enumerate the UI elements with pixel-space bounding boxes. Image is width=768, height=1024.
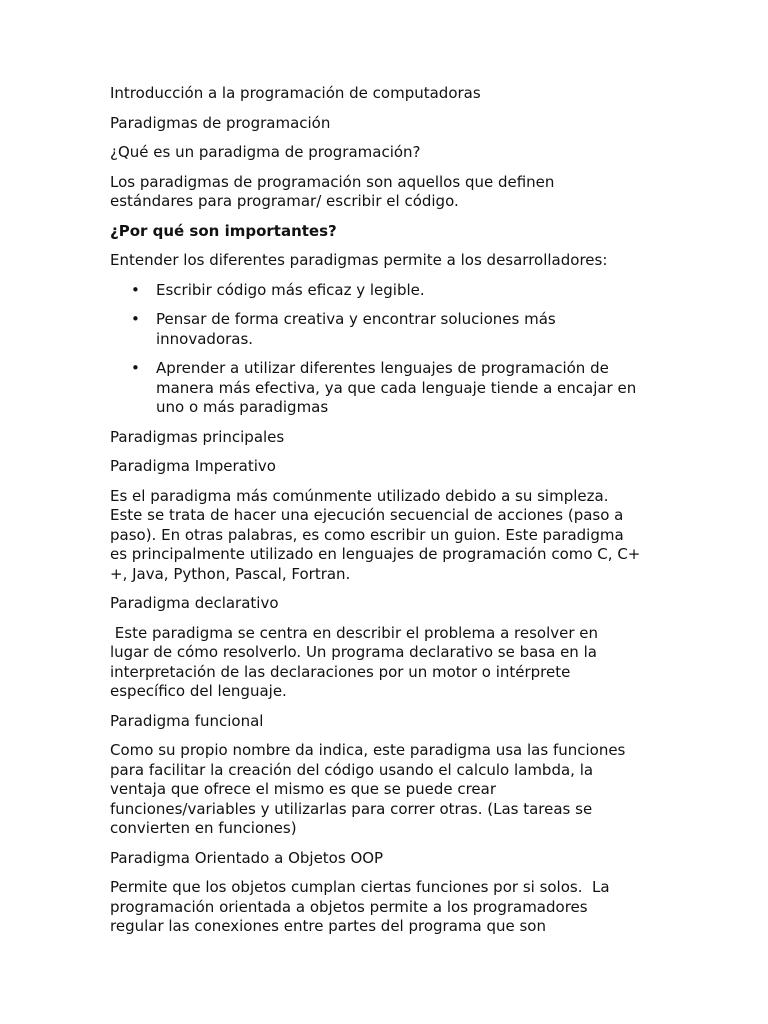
text-line: manera más efectiva, ya que cada lenguaje tiende a encajar en (156, 378, 637, 397)
imperative-heading: Paradigma Imperativo (110, 457, 276, 475)
text-line: regular las conexiones entre partes del programa que son (110, 917, 546, 935)
text-line: Este paradigma se centra en describir el problema a resolver en (110, 623, 599, 642)
text-line: interpretación de las declaraciones por un motor o intérprete (110, 662, 571, 681)
text-line: uno o más paradigmas (156, 398, 329, 416)
text-line: funciones/variables y utilizarlas para correr otras. (Las tareas se (110, 799, 593, 818)
definition-paragraph (110, 173, 670, 212)
declarative-heading: Paradigma declarativo (110, 594, 279, 612)
text-line: ventaja que ofrece el mismo es que se puede crear (110, 780, 497, 798)
oop-paragraph (110, 878, 670, 937)
document-subtitle: Paradigmas de programación (110, 113, 331, 132)
text-line: específico del lenguaje. (110, 682, 287, 700)
importance-heading: ¿Por qué son importantes? (110, 221, 337, 240)
list-item (110, 310, 670, 349)
bullet-icon: • (131, 310, 140, 328)
text-line: programación orientada a objetos permite a los programadores (110, 897, 588, 916)
text-line: Permite que los objetos cumplan ciertas funciones por si solos. La (110, 878, 610, 896)
functional-paragraph (110, 741, 670, 839)
text-line: convierten en funciones) (110, 819, 297, 837)
benefits-list (110, 281, 670, 418)
text-line: Pensar de forma creativa y encontrar soluciones más (156, 310, 556, 328)
question-heading: ¿Qué es un paradigma de programación? (110, 143, 421, 161)
text-line: innovadoras. (156, 329, 254, 348)
text-line: Como su propio nombre da indica, este paradigma usa las funciones (110, 741, 626, 759)
text-line: Este se trata de hacer una ejecución secuencial de acciones (paso a (110, 506, 624, 524)
oop-heading: Paradigma Orientado a Objetos OOP (110, 848, 384, 867)
list-item (110, 359, 670, 418)
text-line: Los paradigmas de programación son aquellos que definen (110, 172, 555, 191)
text-line: lugar de cómo resolverlo. Un programa declarativo se basa en la (110, 643, 597, 661)
declarative-paragraph (110, 624, 670, 702)
text-line: +, Java, Python, Pascal, Fortran. (110, 564, 351, 583)
text-line: Escribir código más eficaz y legible. (156, 280, 425, 299)
bullet-icon: • (131, 280, 140, 299)
list-item (110, 281, 670, 301)
bullet-icon: • (131, 359, 140, 377)
text-line: para facilitar la creación del código usando el calculo lambda, la (110, 760, 594, 779)
text-line: Aprender a utilizar diferentes lenguajes de programación de (156, 359, 609, 377)
text-line: estándares para programar/ escribir el código. (110, 192, 459, 210)
document-title: Introducción a la programación de computadoras (110, 84, 481, 102)
text-line: Es el paradigma más comúnmente utilizado debido a su simpleza. (110, 486, 609, 505)
imperative-paragraph (110, 487, 670, 585)
text-line: paso). En otras palabras, es como escribir un guion. Este paradigma (110, 525, 624, 544)
text-line: es principalmente utilizado en lenguajes de programación como C, C+ (110, 545, 641, 563)
main-paradigms-heading: Paradigmas principales (110, 427, 285, 446)
importance-intro: Entender los diferentes paradigmas permite a los desarrolladores: (110, 251, 608, 269)
functional-heading: Paradigma funcional (110, 711, 264, 730)
document-body (110, 84, 670, 947)
